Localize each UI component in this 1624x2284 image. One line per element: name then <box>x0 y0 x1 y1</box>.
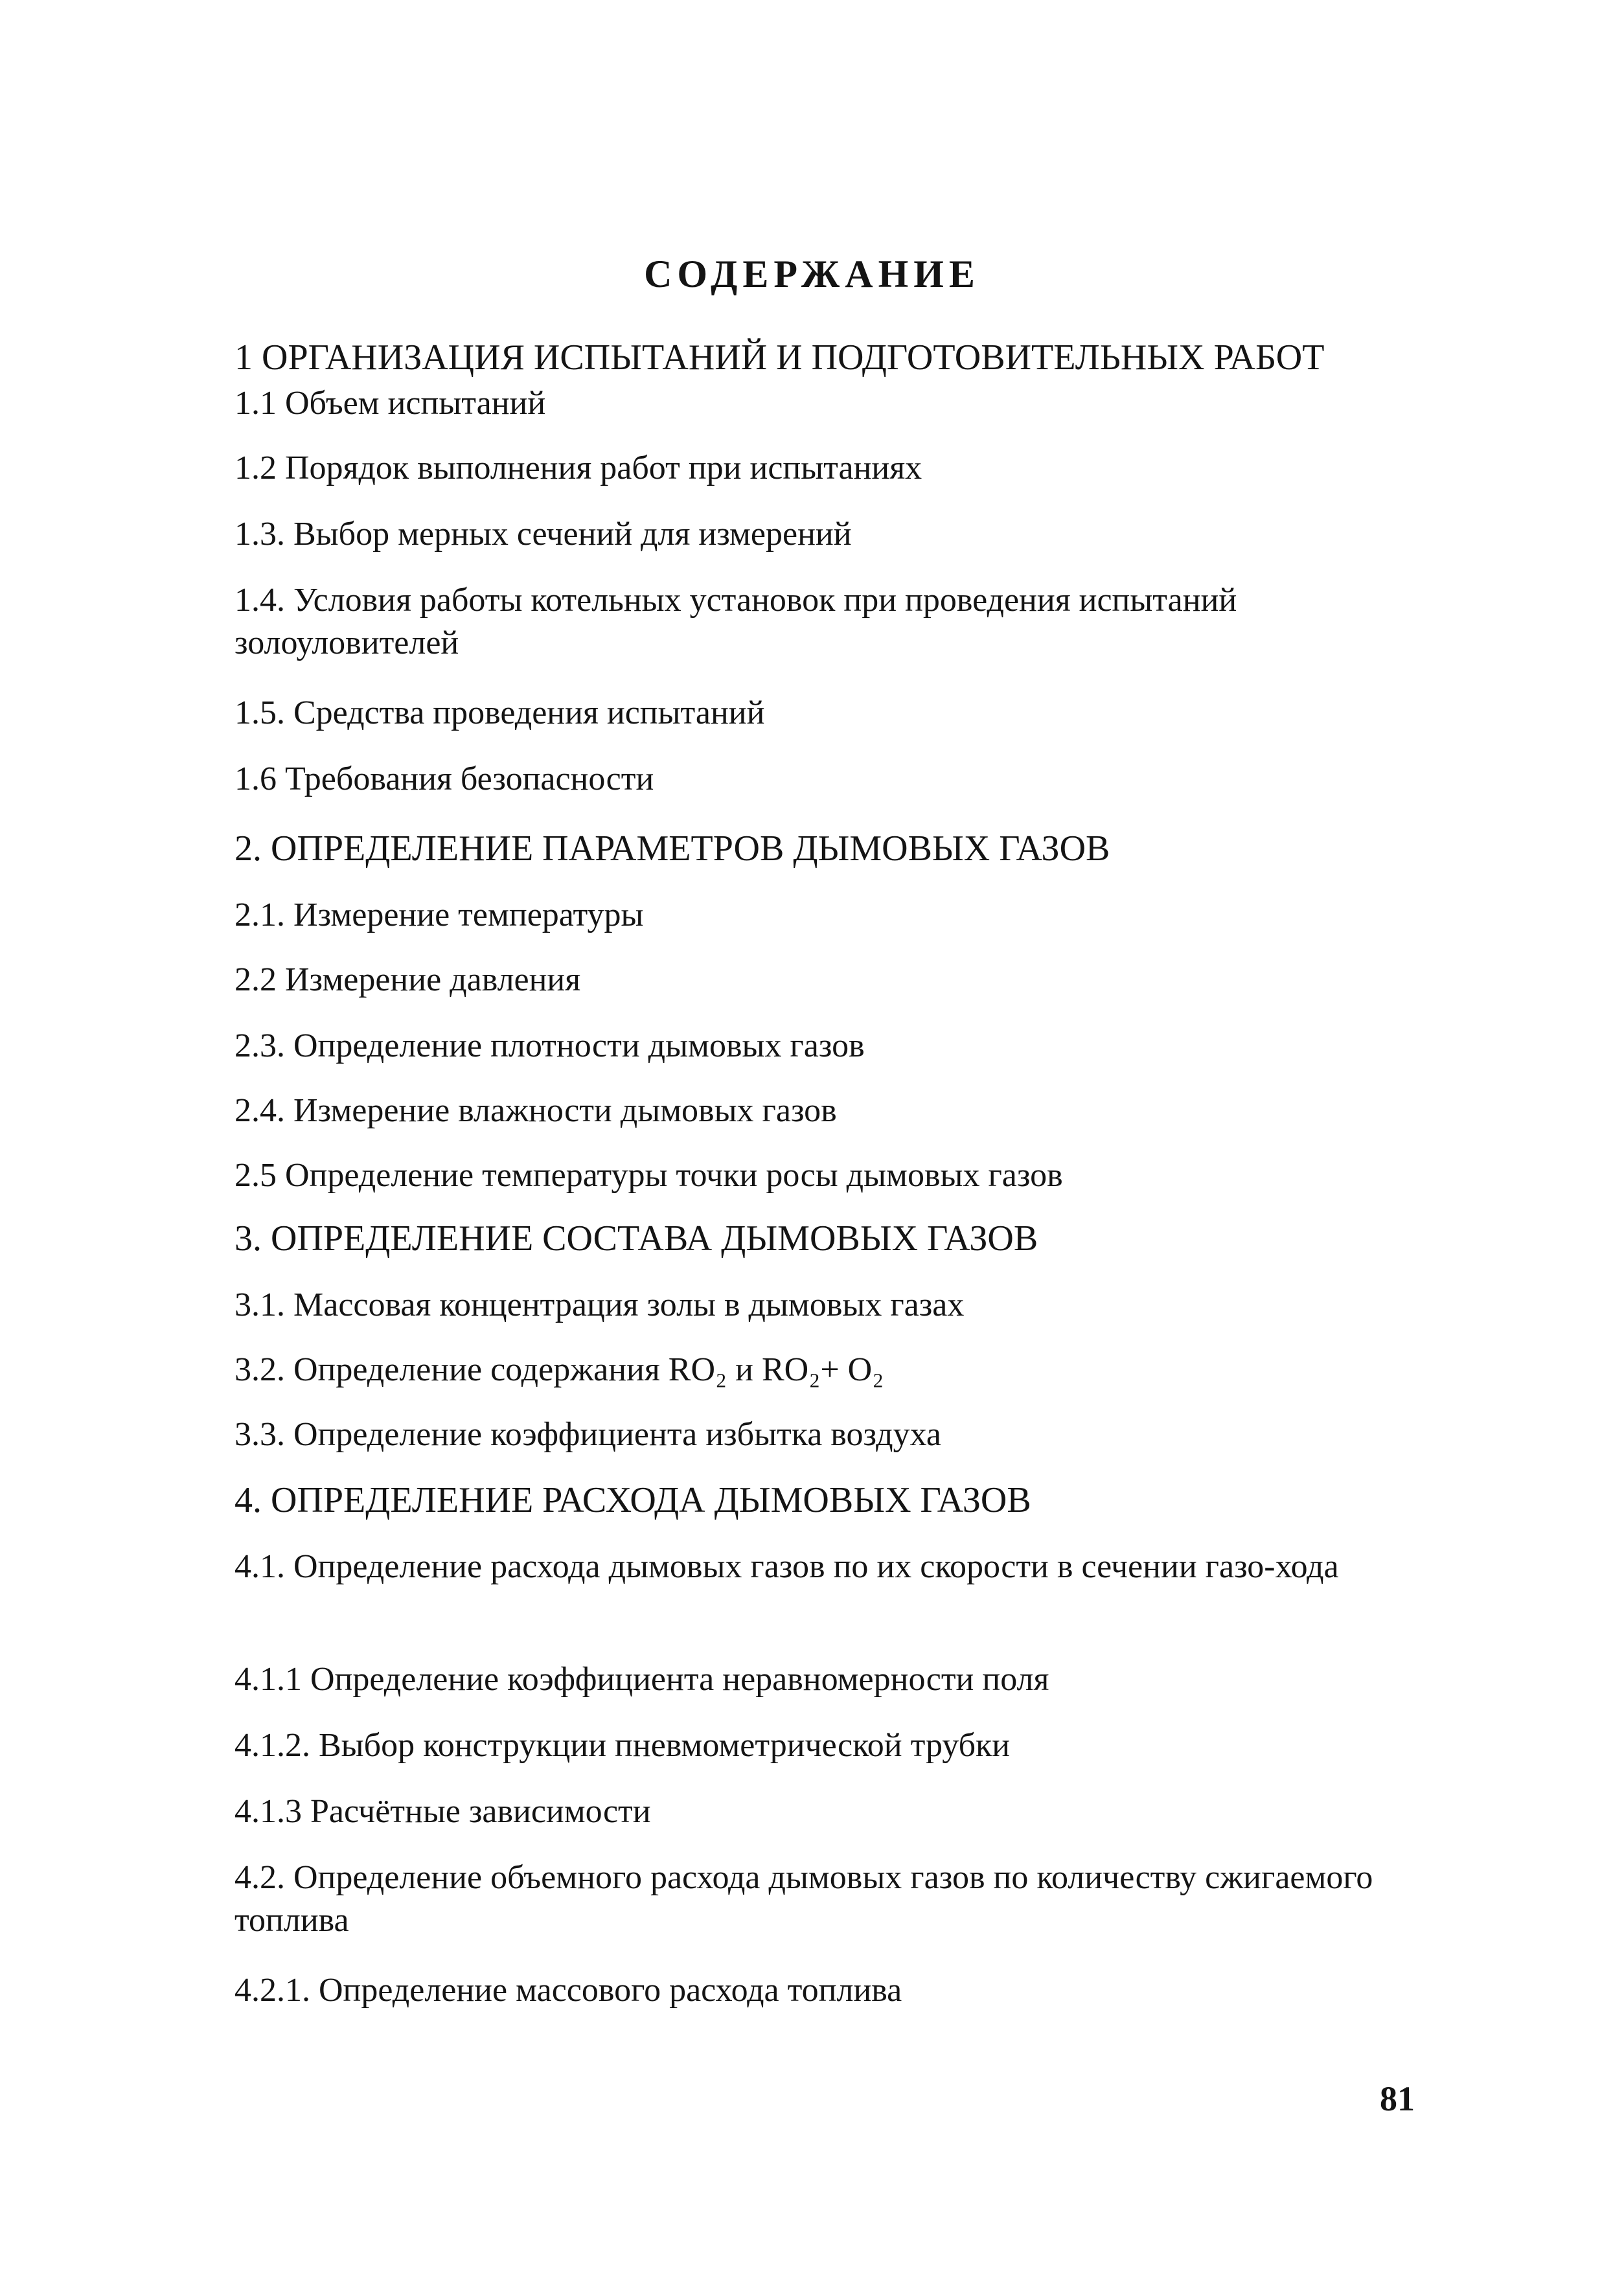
toc-entry: 3.1. Массовая концентрация золы в дымовых газах <box>234 1286 965 1323</box>
toc-entry: 4.1.3 Расчётные зависимости <box>234 1793 651 1830</box>
toc-entry: 3.3. Определение коэффициента избытка воздуха <box>234 1416 941 1453</box>
toc-entry: 1.6 Требования безопасности <box>234 760 654 797</box>
toc-entry: 1.1 Объем испытаний <box>234 385 546 422</box>
toc-entry: 4.1.1 Определение коэффициента неравномерности поля <box>234 1661 1049 1698</box>
toc-heading: 4. ОПРЕДЕЛЕНИЕ РАСХОДА ДЫМОВЫХ ГАЗОВ <box>234 1480 1031 1520</box>
toc-entry: 4.2.1. Определение массового расхода топлива <box>234 1972 902 2009</box>
toc-entry: 2.1. Измерение температуры <box>234 896 644 933</box>
toc-entry: 4.1.2. Выбор конструкции пневмометрической трубки <box>234 1727 1011 1764</box>
toc-entry: 3.2. Определение содержания RO₂ и RO₂+ O₂ <box>234 1351 884 1388</box>
toc-entry: 4.1. Определение расхода дымовых газов по их скорости в сечении газо-хода <box>234 1548 1339 1585</box>
toc-entry: 1.4. Условия работы котельных установок при проведения испытаний золоуловителей <box>234 582 1237 661</box>
toc-heading: 2. ОПРЕДЕЛЕНИЕ ПАРАМЕТРОВ ДЫМОВЫХ ГАЗОВ <box>234 828 1110 869</box>
toc-entry: 2.3. Определение плотности дымовых газов <box>234 1027 865 1064</box>
toc-entry: 2.5 Определение температуры точки росы дымовых газов <box>234 1157 1063 1194</box>
toc-entry: 2.2 Измерение давления <box>234 961 581 998</box>
toc-entry: 1.5. Средства проведения испытаний <box>234 694 765 731</box>
toc-entry: 4.2. Определение объемного расхода дымовых газов по количеству сжигаемого топлива <box>234 1859 1373 1939</box>
toc-heading: 1 ОРГАНИЗАЦИЯ ИСПЫТАНИЙ И ПОДГОТОВИТЕЛЬНЫХ РАБОТ <box>234 337 1325 378</box>
page-number: 81 <box>1380 2079 1415 2118</box>
toc-entry: 2.4. Измерение влажности дымовых газов <box>234 1092 837 1129</box>
toc-entry: 1.2 Порядок выполнения работ при испытаниях <box>234 450 922 486</box>
toc-title: СОДЕРЖАНИЕ <box>644 253 980 295</box>
toc-entry: 1.3. Выбор мерных сечений для измерений <box>234 516 852 553</box>
toc-heading: 3. ОПРЕДЕЛЕНИЕ СОСТАВА ДЫМОВЫХ ГАЗОВ <box>234 1218 1038 1259</box>
